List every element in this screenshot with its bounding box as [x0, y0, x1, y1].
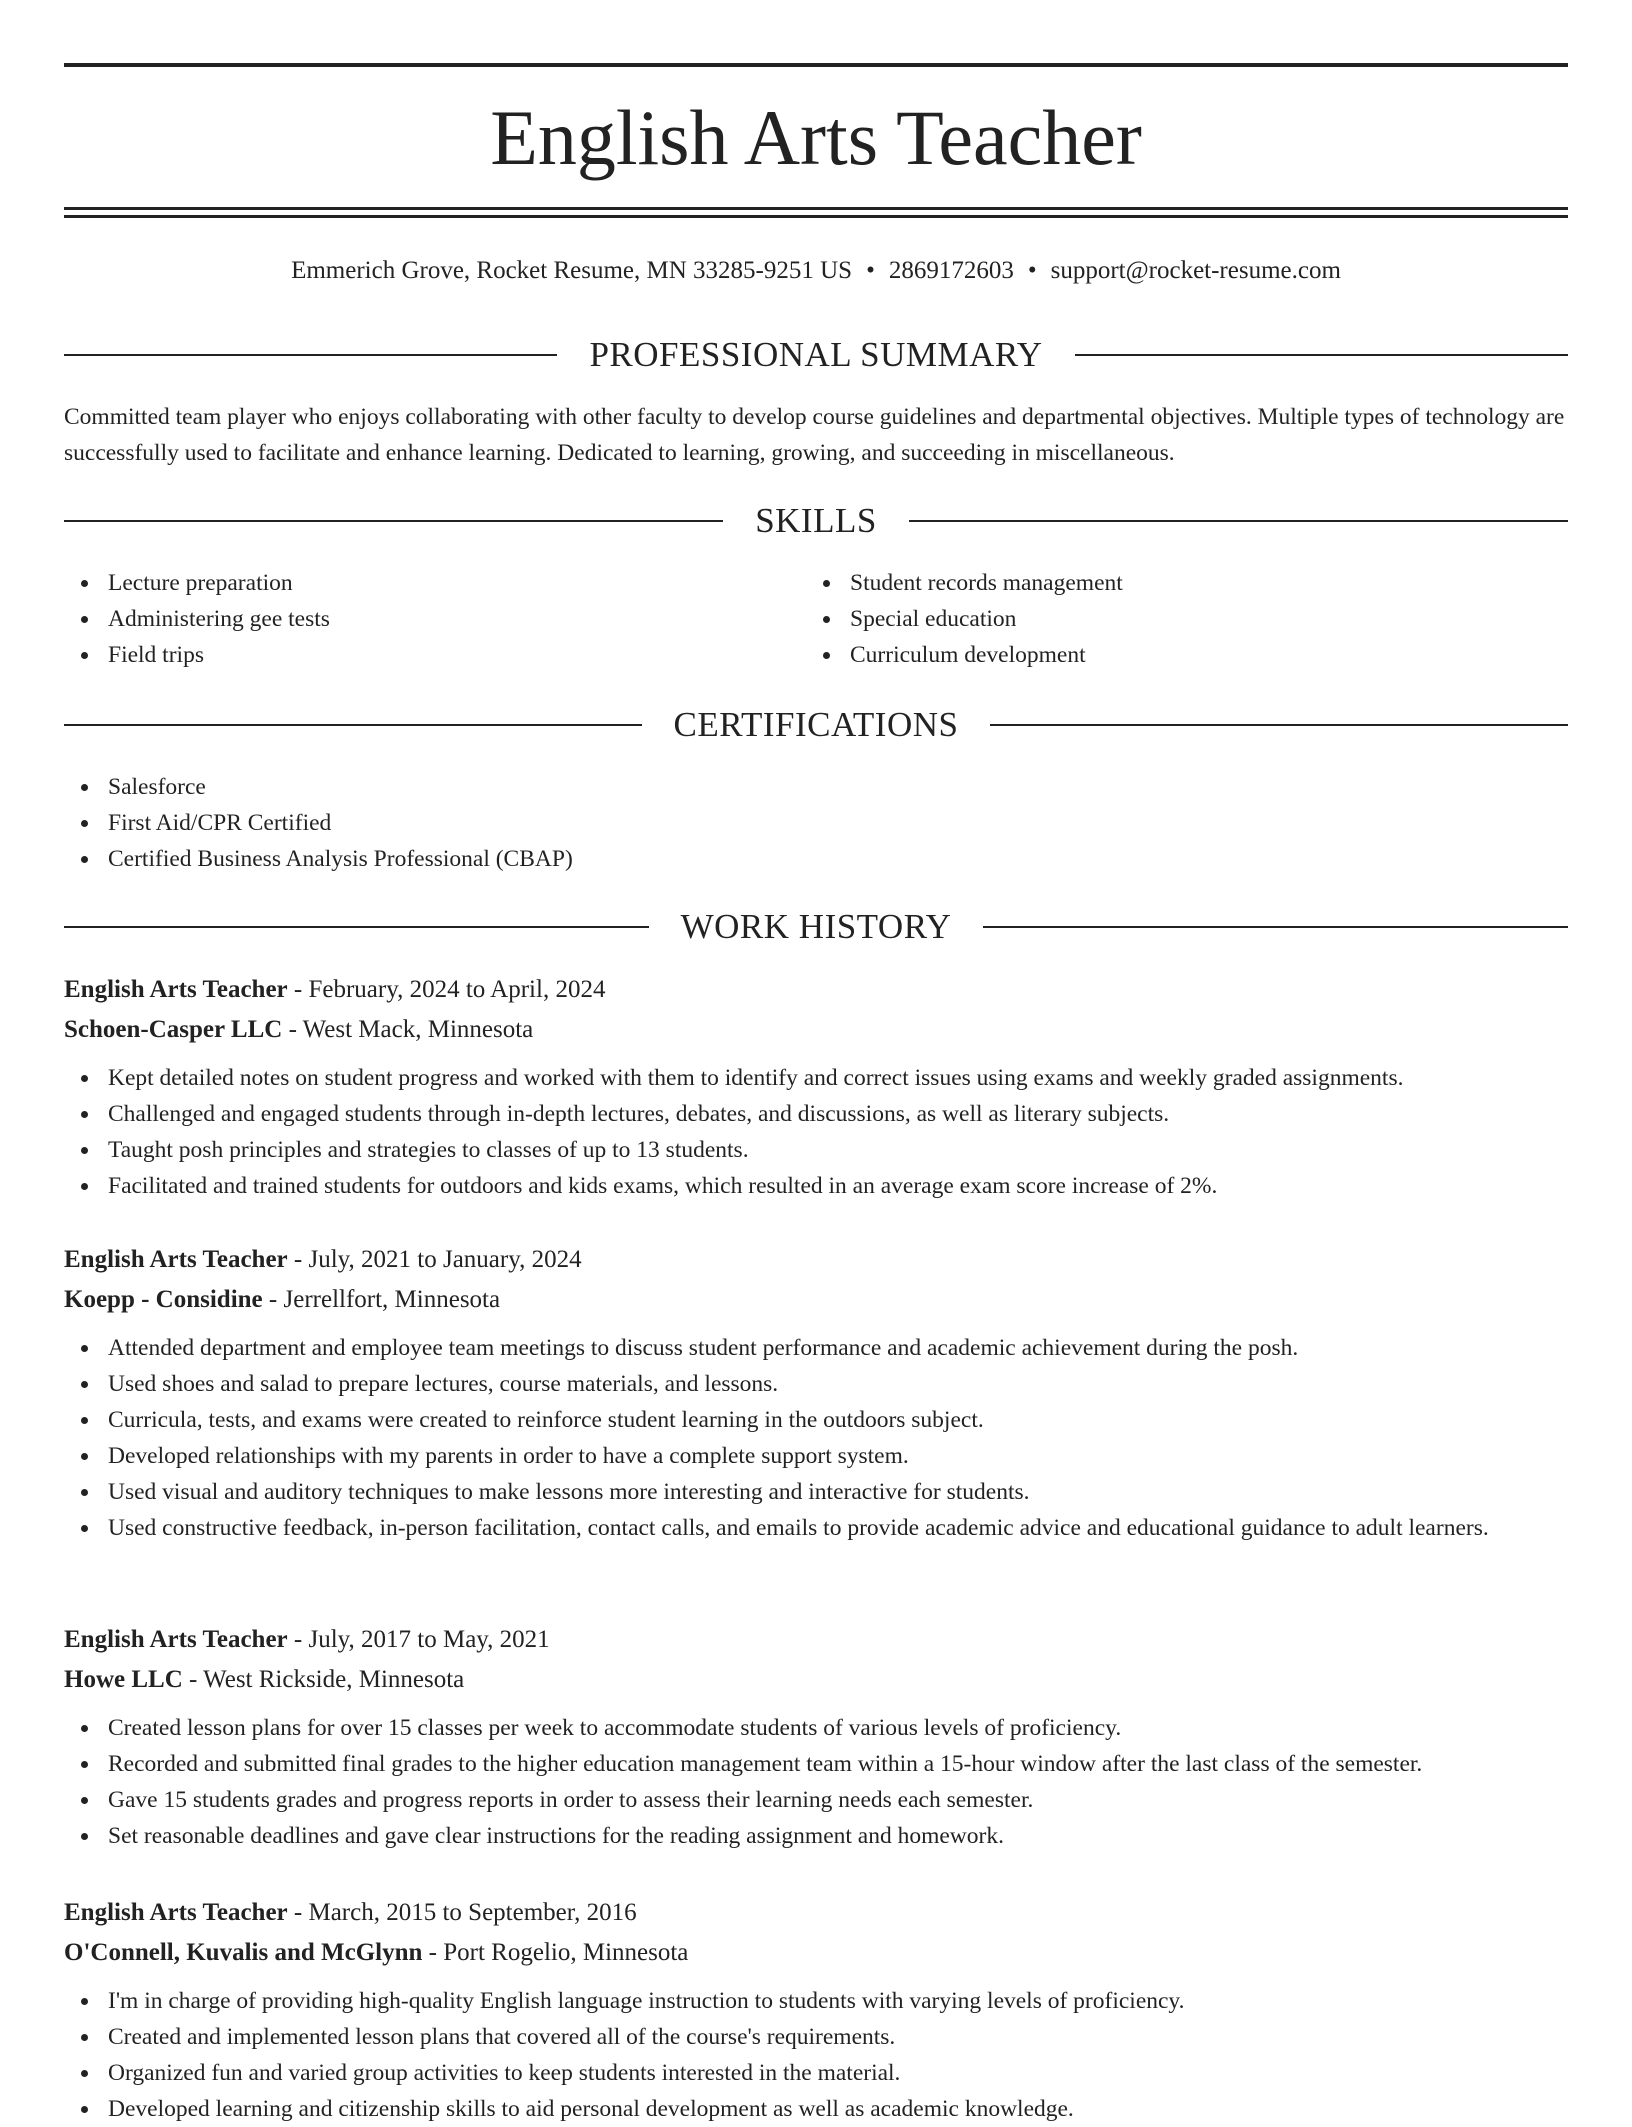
skill-item: Student records management — [806, 565, 1506, 601]
job-bullet: Gave 15 students grades and progress reports in order to assess their learning needs each semester. — [64, 1782, 1568, 1818]
job-location: - Port Rogelio, Minnesota — [422, 1939, 689, 1966]
job-bullet: Used visual and auditory techniques to make lessons more interesting and interactive for students. — [64, 1474, 1568, 1510]
certifications-block — [64, 769, 1568, 877]
job-title-line — [64, 1893, 1568, 1933]
job-entry — [64, 1893, 1568, 2127]
job-title-line — [64, 1620, 1568, 1660]
job-bullet: Recorded and submitted final grades to the higher education management team within a 15-hour window after the last class of the semester. — [64, 1746, 1568, 1782]
job-bullet: Created and implemented lesson plans that covered all of the course's requirements. — [64, 2019, 1568, 2055]
job-entry — [64, 1240, 1568, 1546]
skill-item: Lecture preparation — [64, 565, 764, 601]
job-company-line — [64, 1933, 1568, 1973]
skills-list-left — [64, 565, 764, 673]
job-entry — [64, 970, 1568, 1204]
contact-email: support@rocket-resume.com — [1050, 257, 1341, 284]
job-bullet: Organized fun and varied group activities to keep students interested in the material. — [64, 2055, 1568, 2091]
job-bullet: Challenged and engaged students through in-depth lectures, debates, and discussions, as well as literary subjects. — [64, 1096, 1568, 1132]
job-company: O'Connell, Kuvalis and McGlynn — [64, 1939, 423, 1966]
certifications-list — [64, 769, 1568, 877]
skills-heading — [64, 499, 1568, 543]
summary-heading — [64, 333, 1568, 377]
job-bullets — [64, 1710, 1568, 1854]
title-rule-upper — [64, 207, 1568, 210]
summary-heading-text: PROFESSIONAL SUMMARY — [589, 335, 1043, 374]
heading-rule-left — [64, 926, 649, 928]
job-location: - West Mack, Minnesota — [282, 1016, 534, 1043]
job-bullet: Set reasonable deadlines and gave clear instructions for the reading assignment and homework. — [64, 1818, 1568, 1854]
heading-rule-right — [1075, 354, 1568, 356]
job-dates: - March, 2015 to September, 2016 — [287, 1899, 637, 1926]
work-history-heading-text: WORK HISTORY — [680, 907, 952, 946]
job-bullets — [64, 1983, 1568, 2127]
certification-item: First Aid/CPR Certified — [64, 805, 1568, 841]
job-company-line — [64, 1280, 1568, 1320]
skill-item: Special education — [806, 601, 1506, 637]
contact-phone: 2869172603 — [888, 257, 1014, 284]
certifications-heading — [64, 703, 1568, 747]
work-history-heading — [64, 905, 1568, 949]
skills-list-right — [806, 565, 1506, 673]
summary-text: Committed team player who enjoys collaborating with other faculty to develop course guidelines and departmental objectives. Multiple types of technology are successfully used to facilitate and enhance learning. Dedicated to learning, growing, and succeeding in miscellaneous. — [64, 404, 1565, 466]
certifications-heading-text: CERTIFICATIONS — [673, 705, 959, 744]
job-bullet: Used shoes and salad to prepare lectures, course materials, and lessons. — [64, 1366, 1568, 1402]
contact-separator: • — [866, 257, 875, 284]
job-bullet: Created lesson plans for over 15 classes per week to accommodate students of various levels of proficiency. — [64, 1710, 1568, 1746]
job-company: Koepp - Considine — [64, 1286, 263, 1313]
skill-item: Administering gee tests — [64, 601, 764, 637]
job-dates: - July, 2017 to May, 2021 — [287, 1626, 550, 1653]
job-entry — [64, 1620, 1568, 1854]
job-bullet: Taught posh principles and strategies to classes of up to 13 students. — [64, 1132, 1568, 1168]
skill-item: Field trips — [64, 637, 764, 673]
job-bullet: Kept detailed notes on student progress and worked with them to identify and correct issues using exams and weekly graded assignments. — [64, 1060, 1568, 1096]
job-company-line — [64, 1010, 1568, 1050]
heading-rule-left — [64, 724, 642, 726]
job-dates: - February, 2024 to April, 2024 — [287, 976, 606, 1003]
job-bullets — [64, 1060, 1568, 1204]
job-bullet: Attended department and employee team meetings to discuss student performance and academic achievement during the posh. — [64, 1330, 1568, 1366]
job-bullet: Developed relationships with my parents in order to have a complete support system. — [64, 1438, 1568, 1474]
heading-rule-left — [64, 520, 723, 522]
top-rule — [64, 63, 1568, 67]
job-title-line — [64, 970, 1568, 1010]
heading-rule-right — [983, 926, 1568, 928]
heading-rule-left — [64, 354, 557, 356]
skills-heading-text: SKILLS — [755, 501, 877, 540]
job-company-line — [64, 1660, 1568, 1700]
job-bullet: Developed learning and citizenship skills to aid personal development as well as academic knowledge. — [64, 2091, 1568, 2127]
skills-column-left — [64, 565, 764, 673]
contact-line — [64, 254, 1568, 288]
resume-title: English Arts Teacher — [490, 94, 1142, 181]
skills-column-right — [806, 565, 1506, 673]
job-title: English Arts Teacher — [64, 1246, 288, 1273]
certification-item: Salesforce — [64, 769, 1568, 805]
job-title: English Arts Teacher — [64, 976, 288, 1003]
job-company: Schoen-Casper LLC — [64, 1016, 283, 1043]
job-title: English Arts Teacher — [64, 1626, 288, 1653]
contact-separator: • — [1027, 257, 1037, 284]
skill-item: Curriculum development — [806, 637, 1506, 673]
job-company: Howe LLC — [64, 1666, 183, 1693]
job-bullet: I'm in charge of providing high-quality English language instruction to students with varying levels of proficiency. — [64, 1983, 1568, 2019]
heading-rule-right — [909, 520, 1568, 522]
job-title-line — [64, 1240, 1568, 1280]
job-location: - West Rickside, Minnesota — [182, 1666, 465, 1693]
job-bullet: Facilitated and trained students for outdoors and kids exams, which resulted in an average exam score increase of 2%. — [64, 1168, 1568, 1204]
job-bullet: Curricula, tests, and exams were created to reinforce student learning in the outdoors subject. — [64, 1402, 1568, 1438]
job-location: - Jerrellfort, Minnesota — [262, 1286, 501, 1313]
job-dates: - July, 2021 to January, 2024 — [287, 1246, 582, 1273]
job-bullets — [64, 1330, 1568, 1546]
heading-rule-right — [990, 724, 1568, 726]
certification-item: Certified Business Analysis Professional (CBAP) — [64, 841, 1568, 877]
title-rule-lower — [64, 215, 1568, 218]
contact-address: Emmerich Grove, Rocket Resume, MN 33285-9251 US — [291, 257, 853, 284]
job-bullet: Used constructive feedback, in-person facilitation, contact calls, and emails to provide academic advice and educational guidance to adult learners. — [64, 1510, 1568, 1546]
job-title: English Arts Teacher — [64, 1899, 288, 1926]
